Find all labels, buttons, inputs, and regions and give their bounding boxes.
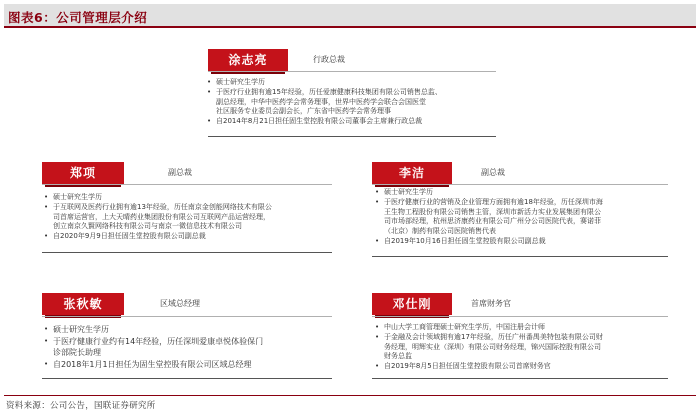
divider (372, 378, 668, 379)
divider (42, 184, 332, 185)
bio-item: （北京）制药有限公司医院销售代表 (384, 227, 496, 236)
bio-item: 副总经理，中华中医药学会常务理事，世界中医药学会联合会国医堂 (216, 97, 426, 106)
bio-item: 王生物工程股份有限公司销售主管，深圳市新活力实业发展集团有限公 (384, 207, 601, 216)
bio-list (375, 188, 603, 247)
bio-item: • 于医疗行业拥有逾15年经验，历任爱康健康科技集团有限公司销售总监、 (207, 88, 442, 98)
bio-item: • 硕士研究生学历 (207, 78, 442, 88)
bio-item: • 自2019年8月5日担任固生堂控股有限公司首席财务官 (375, 362, 603, 372)
bio-item: • 硕士研究生学历 (375, 188, 603, 198)
role-label: 首席财务官 (471, 299, 511, 308)
source-note: 资料来源：公司公告，国联证券研究所 (4, 395, 696, 413)
divider (372, 316, 668, 317)
role-label: 行政总裁 (313, 55, 345, 64)
name-tab: 李洁 (372, 162, 452, 184)
divider (42, 378, 332, 379)
divider (372, 184, 668, 185)
name-tab: 涂志亮 (208, 49, 288, 71)
bio-list (44, 324, 263, 370)
figure-title: 图表6：公司管理层介绍 (8, 10, 148, 25)
bio-item: • 于医疗健康行业约有14年经验，历任深圳爱康卓悦体验保门 (44, 336, 263, 348)
bio-item: • 硕士研究生学历 (44, 324, 263, 336)
divider (42, 316, 332, 317)
bio-item: • 于互联网及医药行业拥有逾13年经验，历任南京金创能网络技术有限公 (44, 203, 272, 213)
bio-item: • 自2014年8月21日担任固生堂控股有限公司董事会主席兼行政总裁 (207, 117, 442, 127)
bio-item: • 自2018年1月1日担任为固生堂控股有限公司区域总经理 (44, 359, 263, 371)
bio-item: 创立南京久賢网络科技有限公司与南京一微信息技术有限公司 (53, 222, 242, 231)
bio-item: • 中山大学工商管理硕士研究生学历，中国注册会计师 (375, 323, 603, 333)
bio-list (207, 78, 442, 127)
bio-item: • 自2019年10月16日担任固生堂控股有限公司副总裁 (375, 237, 603, 247)
bio-item: 诊部院长助理 (53, 348, 101, 357)
name-tab: 邓仕刚 (372, 293, 452, 315)
bio-item: 司首席运营官，上大天晴药业集团股份有限公司互联网产品运营经理， (53, 212, 270, 221)
bio-item: 社区服务专业委员会副会长，广东省中医药学会常务理事 (216, 107, 391, 116)
role-label: 区域总经理 (160, 299, 200, 308)
role-label: 副总裁 (168, 168, 192, 177)
name-tab: 郑项 (42, 162, 124, 184)
bio-list (375, 323, 603, 372)
bio-item: • 于医疗健康行业的营销及企业管理方面拥有逾18年经验，历任深圳市海 (375, 198, 603, 208)
bio-item: • 自2020年9月9日担任固生堂控股有限公司副总裁 (44, 232, 272, 242)
divider (208, 71, 496, 72)
bio-item: • 于金融及会计领域拥有逾17年经验，历任广州番禺美特包装有限公司财 (375, 333, 603, 343)
bio-item: 务经理，明辉实业（深圳）有限公司财务经理，锦兴国际控股有限公司 (384, 342, 601, 351)
divider (208, 136, 496, 137)
bio-item: 财务总监 (384, 352, 412, 361)
role-label: 副总裁 (481, 168, 505, 177)
name-tab: 张秋敏 (42, 293, 124, 315)
bio-item: 司市场部经理，杭州思济康药业有限公司广州分公司医院代表，赛诺菲 (384, 217, 601, 226)
divider (42, 252, 332, 253)
bio-list (44, 193, 272, 242)
bio-item: • 硕士研究生学历 (44, 193, 272, 203)
figure-header (4, 4, 696, 28)
divider (372, 256, 668, 257)
